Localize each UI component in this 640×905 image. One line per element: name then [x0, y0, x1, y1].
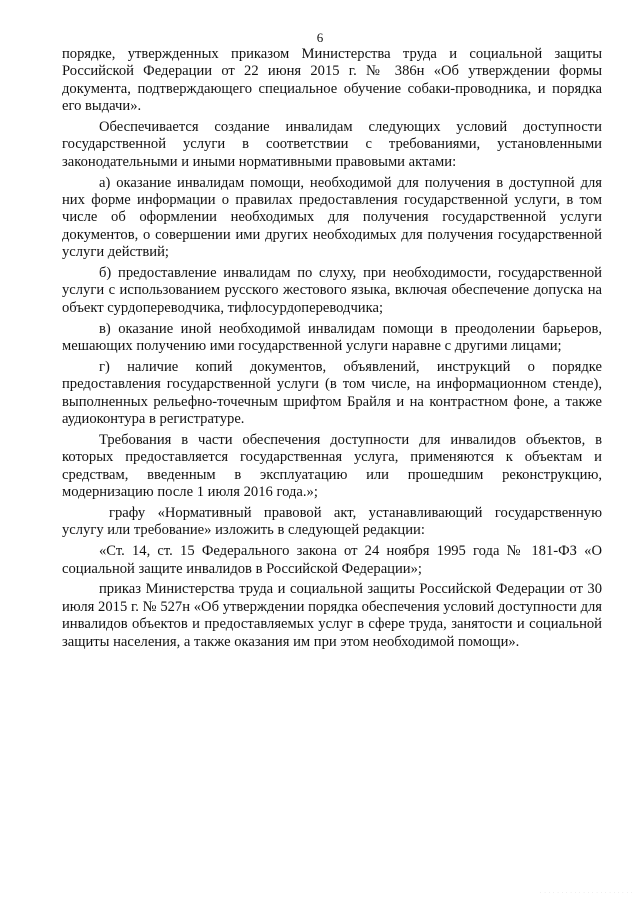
paragraph-continuation: порядке, утвержденных приказом Министерства труда и социальной защиты Российской Федерации от 22 июня 2015 г. № 386н «Об утверждении формы документа, подтверждающего специальное обучение собаки-проводника, и порядка его выдачи». — [62, 46, 602, 115]
paragraph-column-instruction: графу «Нормативный правовой акт, устанавливающий государственную услугу или требование» изложить в следующей редакции: — [62, 504, 602, 539]
paragraph-accessibility-conditions: Обеспечивается создание инвалидам следующих условий доступности государственной услуги в соответствии с требованиями, установленными законодательными и иными нормативными правовыми актами: — [62, 119, 602, 170]
paragraph-ministry-order: приказ Министерства труда и социальной защиты Российской Федерации от 30 июля 2015 г. № 527н «Об утверждении порядка обеспечения условий доступности для инвалидов объектов и предоставляемых услуг в сфере труда, занятости и социальной защиты населения, а также оказания им при этом необходимой помощи». — [62, 581, 602, 650]
list-item-v: в) оказание иной необходимой инвалидам помощи в преодолении барьеров, мешающих получению ими государственной услуги наравне с другими лицами; — [62, 320, 602, 355]
paragraph-requirements: Требования в части обеспечения доступности для инвалидов объектов, в которых предоставляется государственная услуга, применяются к объектам и средствам, введенным в эксплуатацию или прошедшим реконструкцию, модернизацию после 1 июля 2016 года.»; — [62, 431, 602, 501]
document-body — [62, 46, 602, 654]
list-item-b: б) предоставление инвалидам по слуху, при необходимости, государственной услуги с использованием русского жестового языка, включая обеспечение допуска на объект сурдопереводчика, тифлосурдопереводчика; — [62, 265, 602, 316]
paragraph-federal-law: «Ст. 14, ст. 15 Федерального закона от 24 ноября 1995 года № 181-ФЗ «О социальной защите инвалидов в Российской Федерации»; — [62, 543, 602, 577]
page-number: 6 — [316, 30, 324, 45]
scan-margin-mark: · · · · · · · · · · · · · · · · · · · · · · — [540, 890, 634, 895]
list-item-a: а) оказание инвалидам помощи, необходимой для получения в доступной для них форме информации о правилах предоставления государственной услуги, в том числе об оформлении необходимых для получения государственной услуги документов, о совершении ими других необходимых для получения государственной услуги действий; — [62, 174, 602, 261]
list-item-g: г) наличие копий документов, объявлений, инструкций о порядке предоставления государственной услуги (в том числе, на информационном стенде), выполненных рельефно-точечным шрифтом Брайля и на контрастном фоне, а также аудиоконтура в регистратуре. — [62, 358, 602, 428]
